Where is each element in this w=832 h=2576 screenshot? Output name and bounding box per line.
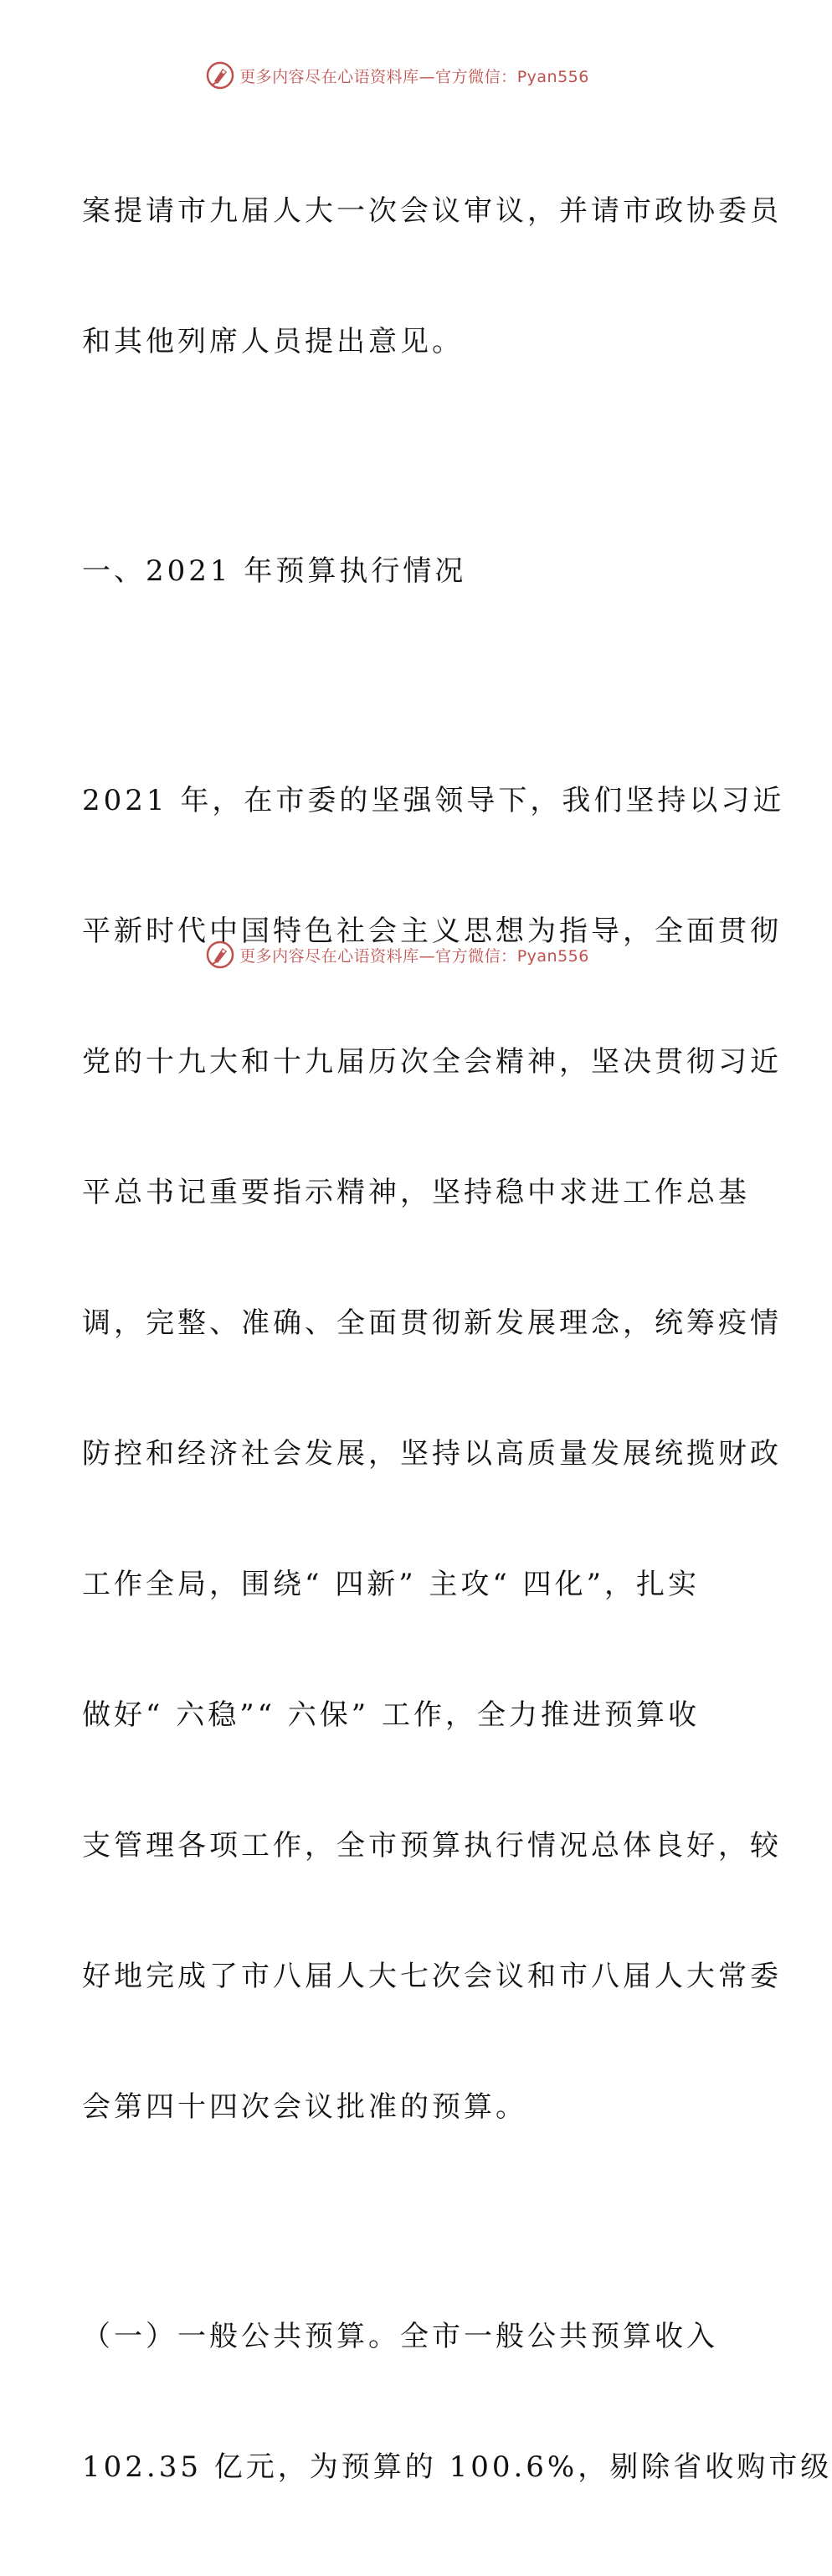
heading-text: 一、2021 年预算执行情况: [82, 554, 467, 588]
text-line: 工作全局，围绕“ 四新” 主攻“ 四化”，扎实: [82, 1568, 700, 1601]
paragraph-2: [82, 692, 785, 2216]
text-line: 平总书记重要指示精神，坚持稳中求进工作总基: [82, 1176, 750, 1209]
paragraph-1: [82, 102, 782, 451]
watermark-text: [239, 64, 589, 87]
text-line: 做好“ 六稳”“ 六保” 工作，全力推进预算收: [82, 1698, 700, 1732]
section-heading: [82, 462, 718, 680]
watermark-wechat-label: 官方微信：: [435, 67, 517, 86]
text-line: 会第四十四次会议批准的预算。: [82, 2090, 527, 2124]
watermark-separator: —: [419, 67, 436, 86]
text-line: 防控和经济社会发展，坚持以高质量发展统揽财政: [82, 1437, 782, 1471]
paragraph-3: [82, 2228, 832, 2576]
pen-nib-logo-icon: [206, 61, 234, 90]
footer-watermark: [0, 938, 795, 971]
pen-nib-logo-icon: [206, 940, 234, 969]
text-line: 支管理各项工作，全市预算执行情况总体良好，较: [82, 1829, 782, 1862]
text-line: 和其他列席人员提出意见。: [82, 325, 464, 358]
text-line: 调，完整、准确、全面贯彻新发展理念，统筹疫情: [82, 1306, 782, 1340]
text-line: 2021 年，在市委的坚强领导下，我们坚持以习近: [82, 784, 785, 817]
document-body: [82, 102, 832, 2576]
watermark-text: [239, 944, 589, 966]
text-line: 102.35 亿元，为预算的 100.6%，剔除省收购市级: [82, 2450, 832, 2484]
text-line: 党的十九大和十九届历次全会精神，坚决贯彻习近: [82, 1045, 782, 1079]
header-watermark: [0, 59, 795, 92]
watermark-wechat-id: Pyan556: [516, 67, 589, 86]
watermark-site-name: 更多内容尽在心语资料库: [239, 946, 419, 966]
text-line: （一）一般公共预算。全市一般公共预算收入: [82, 2320, 718, 2353]
watermark-separator: —: [419, 946, 436, 966]
text-line: 案提请市九届人大一次会议审议，并请市政协委员: [82, 194, 782, 228]
watermark-wechat-id: Pyan556: [516, 946, 589, 966]
watermark-site-name: 更多内容尽在心语资料库: [239, 67, 419, 86]
text-line: 平新时代中国特色社会主义思想为指导，全面贯彻: [82, 914, 782, 948]
text-line: 好地完成了市八届人大七次会议和市八届人大常委: [82, 1960, 782, 1993]
watermark-wechat-label: 官方微信：: [435, 946, 517, 966]
